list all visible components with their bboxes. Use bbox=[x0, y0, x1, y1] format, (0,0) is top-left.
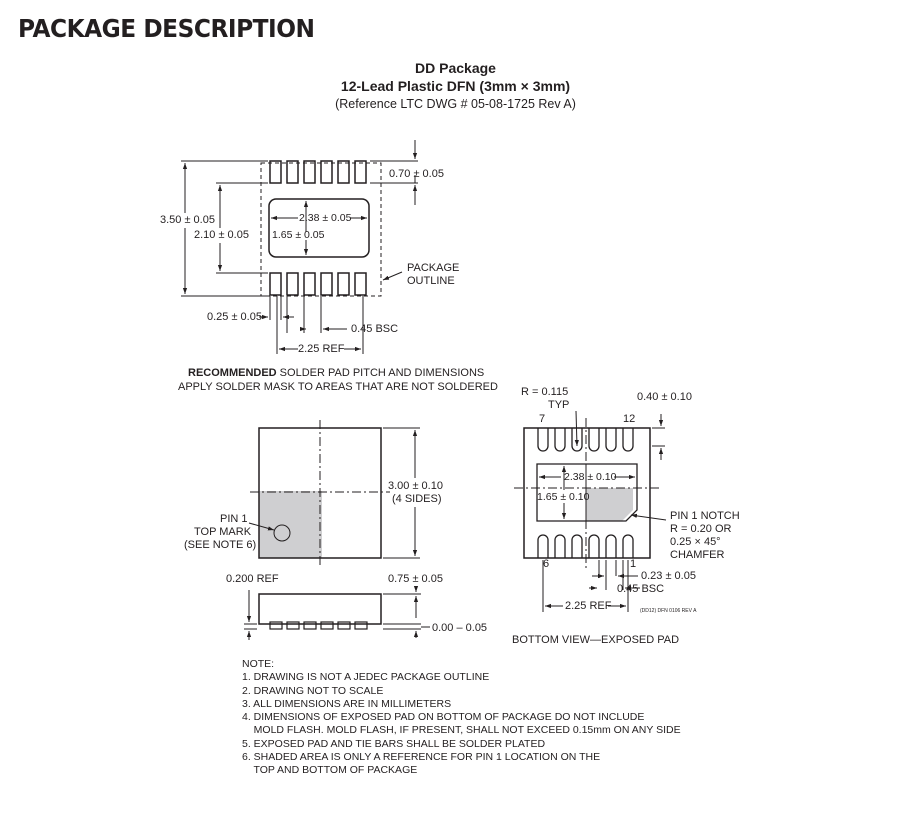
recommended-caption-bold: RECOMMENDED bbox=[188, 367, 277, 379]
bottom-dim-pad-length: 0.40 ± 0.10 bbox=[637, 391, 692, 403]
note-item: 1. DRAWING IS NOT A JEDEC PACKAGE OUTLINE bbox=[242, 671, 490, 684]
recommended-caption-line2: APPLY SOLDER MASK TO AREAS THAT ARE NOT SOLDERED bbox=[178, 381, 498, 393]
typ-label: TYP bbox=[548, 399, 570, 411]
note-item: 6. SHADED AREA IS ONLY A REFERENCE FOR PIN 1 LOCATION ON THE bbox=[242, 751, 601, 764]
page-title: PACKAGE DESCRIPTION bbox=[18, 14, 315, 43]
note-item: 4. DIMENSIONS OF EXPOSED PAD ON BOTTOM OF PACKAGE DO NOT INCLUDE bbox=[242, 711, 645, 724]
side-dim-standoff: 0.00 – 0.05 bbox=[432, 622, 488, 634]
pin-1-label: 1 bbox=[630, 558, 637, 570]
notch-label-2: R = 0.20 OR bbox=[670, 523, 732, 535]
pin1-shaded-area bbox=[259, 491, 322, 558]
dim-pad-width: 2.38 ± 0.05 bbox=[299, 212, 352, 224]
bottom-dim-lead-width: 0.23 ± 0.05 bbox=[641, 570, 696, 582]
pin1-label-1: PIN 1 bbox=[220, 513, 248, 525]
notes bbox=[242, 658, 681, 778]
package-outline-label-1: PACKAGE bbox=[407, 262, 460, 274]
dim-outline-height: 3.50 ± 0.05 bbox=[160, 214, 215, 226]
package-name: DD Package bbox=[415, 60, 496, 76]
dim-pad-height: 2.10 ± 0.05 bbox=[194, 229, 249, 241]
radius-label: R = 0.115 bbox=[521, 386, 569, 398]
note-item: TOP AND BOTTOM OF PACKAGE bbox=[242, 764, 418, 777]
side-dim-height: 0.75 ± 0.05 bbox=[388, 573, 443, 585]
pin1-label-3: (SEE NOTE 6) bbox=[184, 539, 257, 551]
recommended-caption bbox=[188, 367, 484, 380]
notch-label-3: 0.25 × 45° bbox=[670, 536, 721, 548]
pin-7-label: 7 bbox=[539, 413, 546, 425]
bottom-dim-pad-height: 1.65 ± 0.10 bbox=[537, 491, 590, 503]
notch-label-4: CHAMFER bbox=[670, 549, 725, 561]
package-outline-label-2: OUTLINE bbox=[407, 275, 455, 287]
dim-lead-width: 0.25 ± 0.05 bbox=[207, 311, 262, 323]
bottom-shaded-area bbox=[586, 488, 633, 521]
side-view-body bbox=[259, 594, 381, 624]
bottom-dim-ref: 2.25 REF bbox=[565, 600, 612, 612]
pin-6-label: 6 bbox=[543, 558, 550, 570]
bottom-view-caption: BOTTOM VIEW—EXPOSED PAD bbox=[512, 634, 680, 646]
package-reference: (Reference LTC DWG # 05-08-1725 Rev A) bbox=[335, 97, 576, 111]
notes-heading: NOTE: bbox=[242, 658, 275, 670]
drawing-code: (DD12) DFN 0106 REV A bbox=[640, 608, 697, 614]
side-view bbox=[244, 586, 430, 640]
top-pads bbox=[270, 161, 366, 183]
note-item: 5. EXPOSED PAD AND TIE BARS SHALL BE SOLDER PLATED bbox=[242, 737, 546, 750]
pin1-label-2: TOP MARK bbox=[194, 526, 252, 538]
recommended-caption-rest: SOLDER PAD PITCH AND DIMENSIONS bbox=[276, 367, 485, 379]
dim-pad-inner: 1.65 ± 0.05 bbox=[272, 229, 325, 241]
note-item: 2. DRAWING NOT TO SCALE bbox=[242, 684, 384, 697]
dim-pad-length: 0.70 ± 0.05 bbox=[389, 168, 444, 180]
bottom-dim-pad-width: 2.38 ± 0.10 bbox=[564, 471, 617, 483]
package-description: 12-Lead Plastic DFN (3mm × 3mm) bbox=[340, 78, 571, 94]
pin-12-label: 12 bbox=[623, 413, 636, 425]
dim-pitch: 0.45 BSC bbox=[351, 323, 399, 335]
bottom-pads bbox=[270, 273, 366, 295]
dim-body: 3.00 ± 0.10 bbox=[388, 480, 443, 492]
side-dim-ref: 0.200 REF bbox=[226, 573, 279, 585]
note-item: 3. ALL DIMENSIONS ARE IN MILLIMETERS bbox=[242, 697, 452, 710]
note-item: MOLD FLASH. MOLD FLASH, IF PRESENT, SHALL NOT EXCEED 0.15mm ON ANY SIDE bbox=[242, 724, 681, 737]
notch-label-1: PIN 1 NOTCH bbox=[670, 510, 740, 522]
exposed-pad bbox=[269, 199, 369, 257]
dim-sides: (4 SIDES) bbox=[392, 493, 442, 505]
bottom-dim-pitch: 0.45 BSC bbox=[617, 583, 665, 595]
dim-ref: 2.25 REF bbox=[298, 343, 345, 355]
